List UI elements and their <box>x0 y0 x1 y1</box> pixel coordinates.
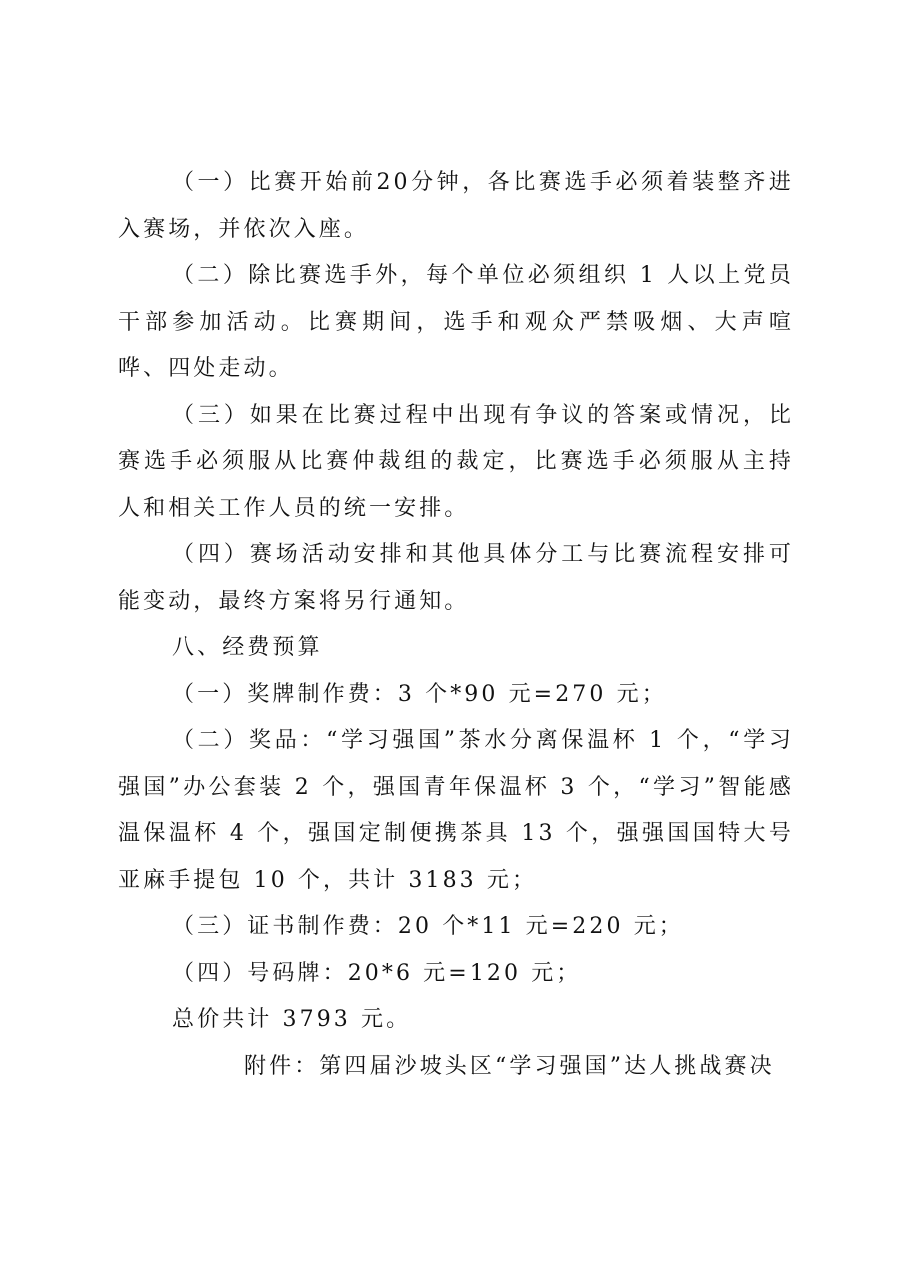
document-body <box>118 160 794 1090</box>
paragraph-rule-3: （三）如果在比赛过程中出现有争议的答案或情况，比赛选手必须服从比赛仲裁组的裁定，比赛选手必须服从主持人和相关工作人员的统一安排。 <box>118 402 794 521</box>
budget-item-medals: （一）奖牌制作费：3 个*90 元=270 元； <box>172 681 667 707</box>
budget-item-certificates: （三）证书制作费：20 个*11 元=220 元； <box>172 914 684 939</box>
attachment-line: 附件：第四届沙坡头区“学习强国”达人挑战赛决 <box>244 1053 775 1079</box>
section-heading-budget: 八、经费预算 <box>172 635 323 660</box>
paragraph-rule-2: （二）除比赛选手外，每个单位必须组织 1 人以上党员干部参加活动。比赛期间，选手和观众严禁吸烟、大声喧哗、四处走动。 <box>118 263 794 381</box>
budget-total: 总价共计 3793 元。 <box>172 1007 412 1032</box>
paragraph-rule-1: （一）比赛开始前20分钟，各比赛选手必须着装整齐进入赛场，并依次入座。 <box>118 170 794 242</box>
budget-item-prizes: （二）奖品：“学习强国”茶水分离保温杯 1 个，“学习强国”办公套装 2 个，强国青年保温杯 3 个，“学习”智能感温保温杯 4 个，强国定制便携茶具 13 个，强强国国特大号亚麻手提包 10 个，共计 3183 元； <box>118 728 794 893</box>
paragraph-rule-4: （四）赛场活动安排和其他具体分工与比赛流程安排可能变动，最终方案将另行通知。 <box>118 542 794 614</box>
budget-item-number-plates: （四）号码牌：20*6 元=120 元； <box>172 960 582 986</box>
